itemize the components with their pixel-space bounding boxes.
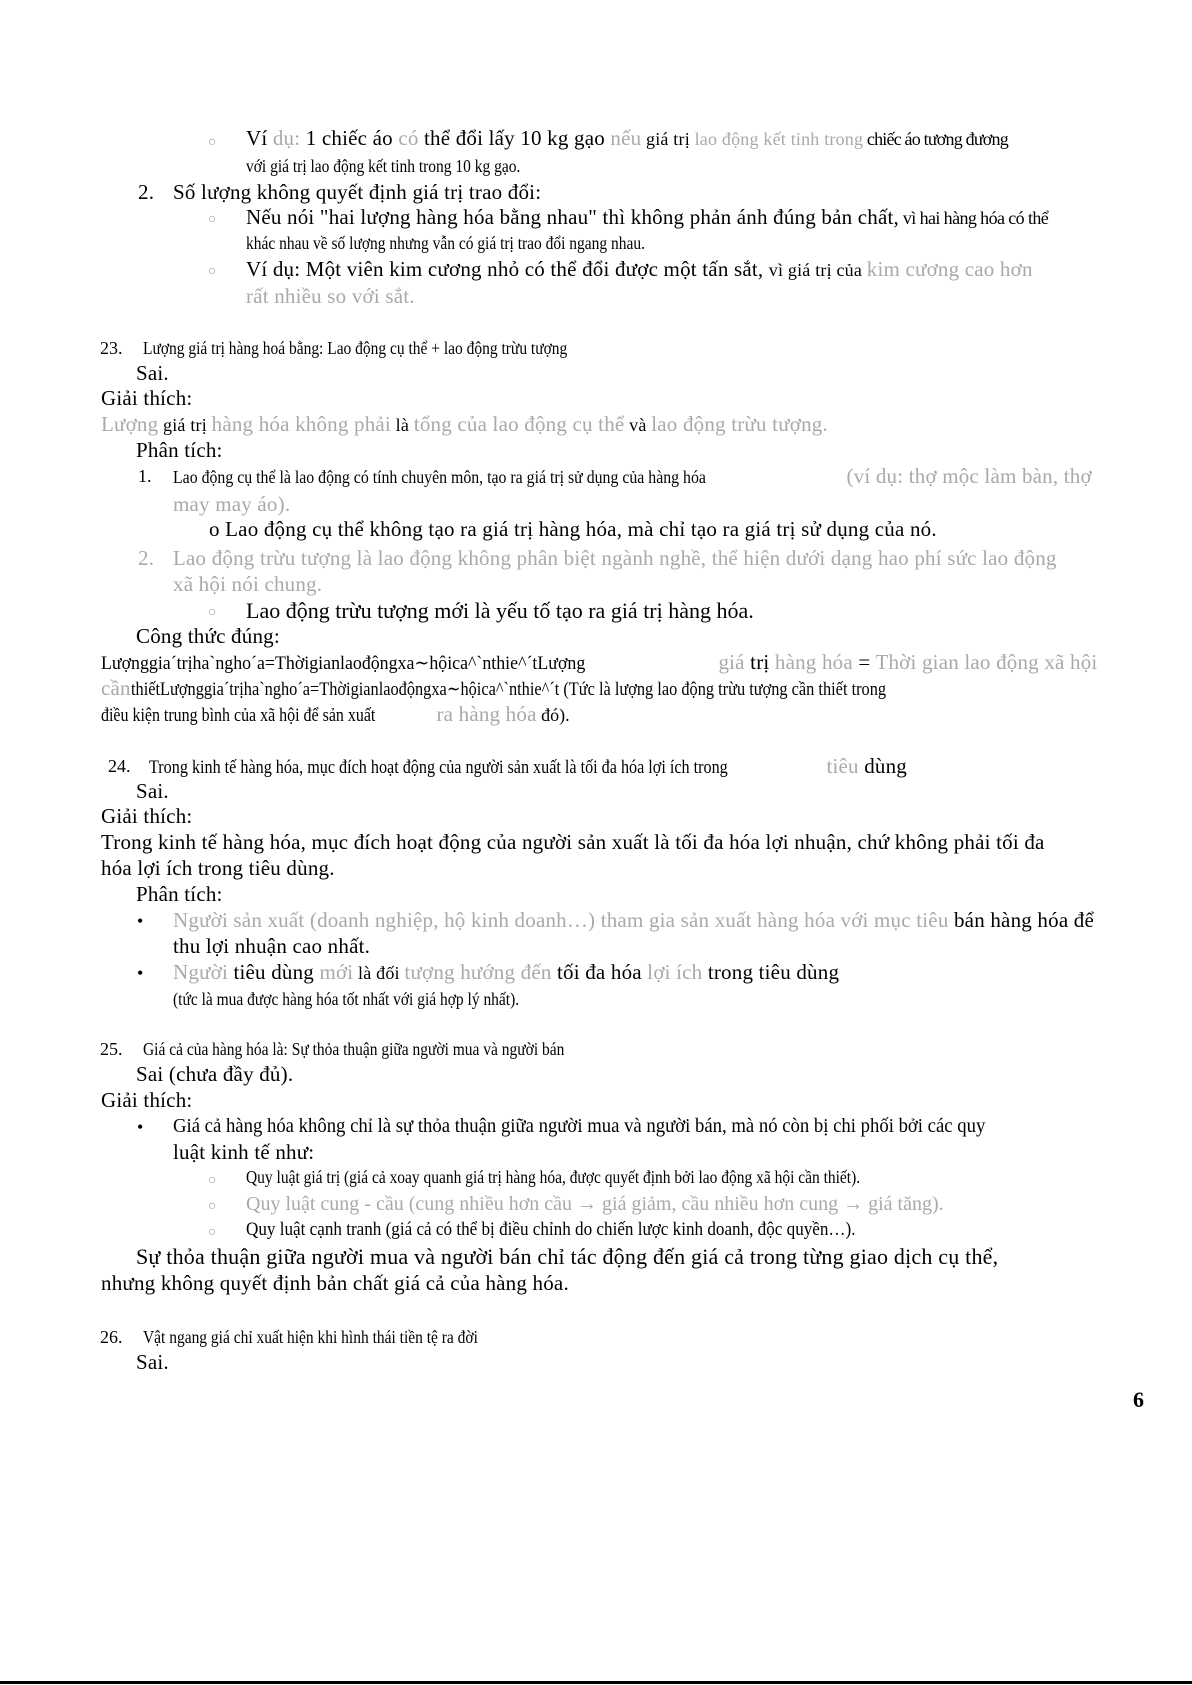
text-span: dùng — [858, 754, 907, 778]
text-span: lao động trừu tượng. — [651, 412, 828, 436]
text-span: = — [858, 650, 871, 674]
section-heading: Phân tích: — [136, 438, 223, 462]
text-span: vì giá trị của — [768, 260, 867, 280]
text-span: có — [398, 126, 419, 150]
bullet-circle-icon: ○ — [208, 135, 217, 150]
list-number: 1. — [138, 466, 152, 486]
bullet-dot-icon: • — [137, 1117, 144, 1137]
text-span: tiêu — [821, 754, 859, 778]
body-text-line: với giá trị lao động kết tinh trong 10 kg gạo. — [246, 156, 521, 176]
body-text-line: luật kinh tế như: — [173, 1140, 315, 1164]
text-span: 1 chiếc áo — [305, 126, 399, 150]
text-span: mới — [319, 960, 354, 984]
text-span: vì hai hàng hóa có thể — [898, 208, 1049, 228]
body-text-line: (tức là mua được hàng hóa tốt nhất với giá hợp lý nhất). — [173, 989, 520, 1009]
text-span: đó). — [536, 705, 570, 725]
bullet-dot-icon: • — [137, 911, 144, 931]
text-span: điều kiện trung bình của xã hội để sản xuất — [101, 705, 376, 726]
body-text-line — [173, 466, 1092, 487]
text-span: hàng hóa — [769, 650, 859, 674]
text-span: thể đổi lấy 10 kg gạo — [418, 126, 611, 150]
body-text-line: khác nhau về số lượng nhưng vẫn có giá trị trao đổi ngang nhau. — [246, 233, 645, 253]
text-span: Người — [173, 960, 228, 984]
text-span: và — [624, 415, 652, 435]
body-text-line: o Lao động cụ thể không tạo ra giá trị hàng hóa, mà chỉ tạo ra giá trị sử dụng của nó. — [209, 517, 937, 541]
text-span: giá trị — [158, 415, 212, 435]
text-span: trong tiêu dùng — [702, 960, 840, 984]
text-span: lợi ích — [647, 960, 703, 984]
section-heading: Giải thích: — [101, 1088, 193, 1112]
body-text-line: thu lợi nhuận cao nhất. — [173, 934, 371, 958]
text-span: tổng của lao động cụ thể — [413, 412, 625, 436]
text-span: Trong kinh tế hàng hóa, mục đích hoạt động của người sản xuất là tối đa hóa lợi ích trong — [149, 757, 728, 778]
text-span: tiêu dùng — [228, 960, 320, 984]
text-span: Lượng — [101, 412, 159, 436]
text-span: kim cương cao hơn — [866, 257, 1033, 281]
bullet-circle-icon: ○ — [208, 212, 217, 227]
body-text-line — [173, 962, 839, 983]
text-span: Lao động cụ thể là lao động có tính chuyên môn, tạo ra giá trị sử dụng của hàng hóa — [173, 467, 706, 487]
body-text-line — [101, 704, 570, 725]
section-heading: Giải thích: — [101, 804, 193, 828]
formula-line — [101, 652, 1097, 673]
answer-text: Sai. — [136, 779, 169, 803]
text-span: Nếu nói "hai lượng hàng hóa bằng nhau" thì không phản ánh đúng bản chất, — [246, 205, 899, 229]
text-span: cần — [101, 676, 131, 700]
answer-text: Sai (chưa đầy đủ). — [136, 1062, 294, 1086]
question-number: 23. — [100, 338, 123, 358]
law-item: Quy luật cung - cầu (cung nhiều hơn cầu → giá giảm, cầu nhiều hơn cung → giá tăng). — [246, 1193, 944, 1215]
text-span: chiếc áo tương đương — [863, 129, 1008, 149]
list-number: 2. — [138, 546, 155, 570]
question-text: Lượng giá trị hàng hoá bằng: Lao động cụ thể + lao động trừu tượng — [143, 338, 568, 358]
body-text-line: nhưng không quyết định bản chất giá cả của hàng hóa. — [101, 1271, 569, 1295]
text-span: là — [390, 415, 414, 435]
page-number: 6 — [1133, 1387, 1144, 1412]
text-span: bán hàng hóa để — [948, 908, 1095, 932]
text-span: tối đa hóa — [551, 960, 648, 984]
body-text-line: Trong kinh tế hàng hóa, mục đích hoạt động của người sản xuất là tối đa hóa lợi nhuận, chứ không phải tối đa — [101, 830, 1045, 854]
law-item: Quy luật cạnh tranh (giá cả có thể bị điều chỉnh do chiến lược kinh doanh, độc quyền…). — [246, 1219, 856, 1240]
body-text-line: Lao động trừu tượng là lao động không phân biệt ngành nghề, thể hiện dưới dạng hao phí sức lao động — [173, 546, 1057, 570]
formula-line — [101, 678, 1009, 699]
text-span: Người sản xuất (doanh nghiệp, hộ kinh doanh…) tham gia sản xuất hàng hóa với mục tiêu — [173, 908, 949, 932]
law-item: Quy luật giá trị (giá cả xoay quanh giá trị hàng hóa, được quyết định bởi lao động xã hội cần thiết). — [246, 1167, 861, 1187]
body-text-line: may may áo). — [173, 492, 291, 516]
body-text-line — [246, 207, 1048, 228]
bullet-circle-icon: ○ — [208, 1199, 217, 1214]
text-span: lao động kết tinh trong — [694, 129, 864, 149]
body-text-line: rất nhiều so với sắt. — [246, 284, 415, 308]
question-text: Vật ngang giá chỉ xuất hiện khi hình thái tiền tệ ra đời — [143, 1327, 478, 1347]
text-span: Thời gian lao động xã hội — [870, 650, 1098, 674]
question-number: 26. — [100, 1327, 123, 1347]
text-span: Ví dụ: Một viên kim cương nhỏ có thể đổi được một tấn sắt, — [246, 257, 769, 281]
text-span: ra hàng hóa — [431, 702, 537, 726]
text-span: trị — [750, 650, 770, 674]
body-text-line: Lao động trừu tượng mới là yếu tố tạo ra giá trị hàng hóa. — [246, 598, 754, 623]
bullet-circle-icon: ○ — [208, 1173, 217, 1188]
text-span: dụ: — [267, 126, 306, 150]
body-text-line: Sự thỏa thuận giữa người mua và người bán chỉ tác động đến giá cả trong từng giao dịch cụ thể, — [136, 1244, 999, 1269]
body-text-line: xã hội nói chung. — [173, 572, 323, 596]
text-span: thiếtLượnggia´trịha`ngho´a=Thờigianlaođộngxa∼hộica^`nthie^´t (Tức là lượng lao động trừu tượng cần thiết trong — [130, 679, 886, 700]
body-text-line — [101, 414, 828, 435]
bullet-circle-icon: ○ — [208, 1225, 217, 1240]
text-span: hàng hóa không phải — [211, 412, 391, 436]
list-number: 2. — [138, 180, 155, 204]
section-heading: Giải thích: — [101, 386, 193, 410]
bottom-divider — [0, 1681, 1192, 1684]
text-span: (ví dụ: thợ mộc làm bàn, thợ — [841, 464, 1092, 488]
bullet-circle-icon: ○ — [208, 605, 217, 620]
answer-text: Sai. — [136, 361, 169, 385]
text-span: Ví — [246, 126, 268, 150]
example-shirt-rice — [246, 128, 1008, 149]
question-number: 24. — [108, 756, 131, 776]
body-text-line — [173, 910, 1094, 931]
text-span: nếu — [610, 126, 642, 150]
bullet-circle-icon: ○ — [208, 264, 217, 279]
text-span: giá trị — [641, 129, 695, 149]
section-heading: Phân tích: — [136, 882, 223, 906]
section-heading: Công thức đúng: — [136, 624, 280, 648]
answer-text: Sai. — [136, 1350, 169, 1374]
example-diamond-iron — [246, 259, 1033, 280]
subheading: Số lượng không quyết định giá trị trao đổi: — [173, 180, 542, 204]
question-text — [149, 756, 907, 777]
question-number: 25. — [100, 1039, 123, 1059]
question-text: Giá cả của hàng hóa là: Sự thỏa thuận giữa người mua và người bán — [143, 1039, 565, 1059]
text-span: giá — [713, 650, 751, 674]
text-span: Lượnggia´trịha`ngho´a=Thờigianlaođộngxa∼hộica^`nthie^´tLượng — [101, 653, 586, 674]
text-span: là đối — [353, 963, 405, 983]
bullet-dot-icon: • — [137, 963, 144, 983]
body-text-line: Giá cả hàng hóa không chỉ là sự thỏa thuận giữa người mua và người bán, mà nó còn bị chi phối bởi các quy — [173, 1115, 986, 1137]
body-text-line: hóa lợi ích trong tiêu dùng. — [101, 856, 335, 880]
text-span: tượng hướng đến — [404, 960, 552, 984]
